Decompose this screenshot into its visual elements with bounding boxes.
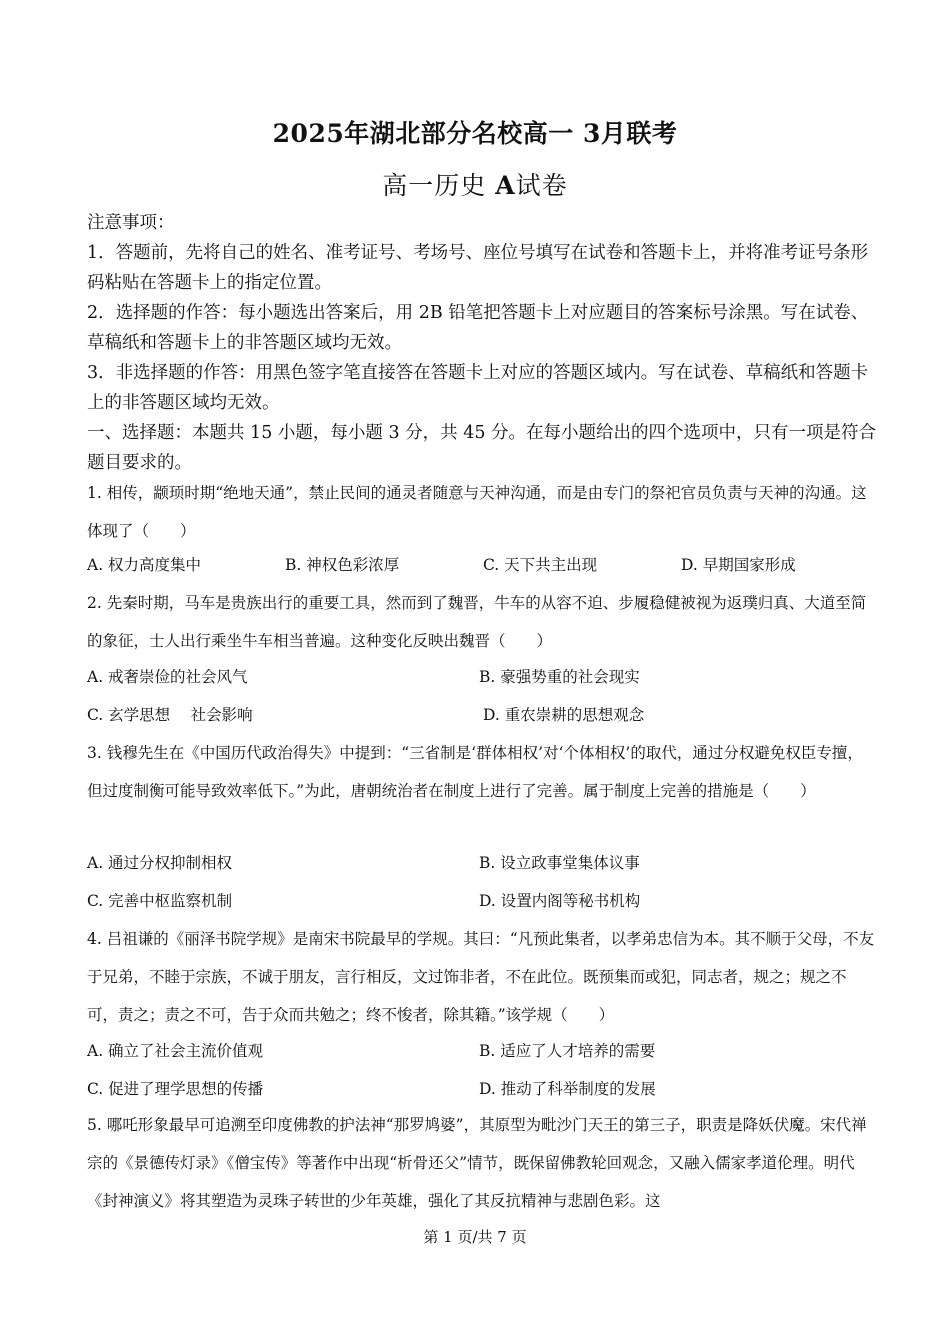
option-c: C. 完善中枢监察机制 <box>87 892 233 910</box>
question-2 <box>87 584 877 660</box>
option-d: D. 重农崇耕的思想观念 <box>483 706 645 724</box>
option-d: D. 设置内阁等秘书机构 <box>479 892 641 910</box>
notice-section <box>87 208 877 478</box>
option-a: A. 确立了社会主流价值观 <box>87 1042 264 1060</box>
question-stem: 2. 先秦时期，马车是贵族出行的重要工具，然而到了魏晋，牛车的从容不迫、步履稳健被视为返璞归真、大道至简的象征，士人出行乘坐牛车相当普遍。这种变化反映出魏晋（ ） <box>87 594 867 650</box>
question-stem: 3. 钱穆先生在《中国历代政治得失》中提到：“三省制是‘群体相权’对‘个体相权’的取代，通过分权避免权臣专擅，但过度制衡可能导致效率低下。”为此，唐朝统治者在制度上进行了完善。属于制度上完善的措施是（ ） <box>87 744 863 800</box>
subtitle-end: 试卷 <box>515 171 568 200</box>
subtitle-main: 高一历史 <box>382 171 487 200</box>
question-3 <box>87 734 877 810</box>
question-1 <box>87 474 877 550</box>
option-b: B. 神权色彩浓厚 <box>285 556 400 574</box>
option-c: C. 天下共主出现 <box>483 556 598 574</box>
option-d: D. 推动了科举制度的发展 <box>479 1080 656 1098</box>
option-a: A. 权力高度集中 <box>87 556 202 574</box>
question-4 <box>87 920 877 1034</box>
question-1-options <box>87 546 877 584</box>
option-b: B. 适应了人才培养的需要 <box>479 1042 656 1060</box>
question-5 <box>87 1106 877 1220</box>
question-stem: 4. 吕祖谦的《丽泽书院学规》是南宋书院最早的学规。其曰：“凡预此集者，以孝弟忠信为本。其不顺于父母，不友于兄弟，不睦于宗族，不诚于朋友，言行相反，文过饰非者，不在此位。既预集而或犯，同志者，规之；规之不可，责之；责之不可，告于众而共勉之；终不悛者，除其籍。”该学规（ ） <box>87 930 875 1024</box>
option-c: C. 玄学思想 社会影响 <box>87 706 253 724</box>
notice-heading: 注意事项： <box>87 213 175 233</box>
notice-item: 3．非选择题的作答：用黑色签字笔直接答在答题卡上对应的答题区域内。写在试卷、草稿纸和答题卡上的非答题区域均无效。 <box>87 363 869 413</box>
notice-item: 2．选择题的作答：每小题选出答案后，用 2B 铅笔把答题卡上对应题目的答案标号涂黑。写在试卷、草稿纸和答题卡上的非答题区域均无效。 <box>87 303 869 353</box>
option-a: A. 通过分权抑制相权 <box>87 854 233 872</box>
question-stem: 1. 相传，颛顼时期“绝地天通”，禁止民间的通灵者随意与天神沟通，而是由专门的祭祀官员负责与天神的沟通。这体现了（ ） <box>87 484 867 540</box>
subtitle-tag: A <box>495 171 516 200</box>
notice-item: 1．答题前，先将自己的姓名、准考证号、考场号、座位号填写在试卷和答题卡上，并将准考证号条形码粘贴在答题卡上的指定位置。 <box>87 243 869 293</box>
option-b: B. 设立政事堂集体议事 <box>479 854 640 872</box>
exam-title: 2025年湖北部分名校高一 3月联考 <box>272 119 678 148</box>
option-a: A. 戒奢崇俭的社会风气 <box>87 668 248 686</box>
page-footer: 第 1 页/共 7 页 <box>423 1228 527 1246</box>
option-d: D. 早期国家形成 <box>681 556 796 574</box>
section-intro: 一、选择题：本题共 15 小题，每小题 3 分，共 45 分。在每小题给出的四个选项中，只有一项是符合题目要求的。 <box>87 423 877 473</box>
exam-subtitle <box>0 166 950 202</box>
question-stem: 5. 哪吒形象最早可追溯至印度佛教的护法神“那罗鸠婆”，其原型为毗沙门天王的第三子，职责是降妖伏魔。宋代禅宗的《景德传灯录》《僧宝传》等著作中出现“析骨还父”情节，既保留佛教轮回观念，又融入儒家孝道伦理。明代《封神演义》将其塑造为灵珠子转世的少年英雄，强化了其反抗精神与悲剧色彩。这 <box>87 1116 867 1210</box>
option-b: B. 豪强势重的社会现实 <box>479 668 640 686</box>
option-c: C. 促进了理学思想的传播 <box>87 1080 264 1098</box>
